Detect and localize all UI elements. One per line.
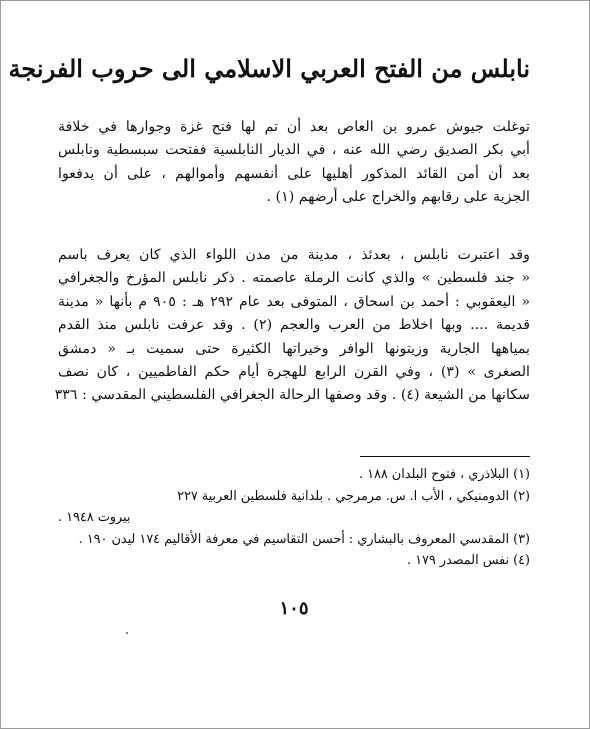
footnote-continuation: بيروت ١٩٤٨ . bbox=[58, 510, 131, 525]
paragraph-line: « اليعقوبي : أحمد بن اسحاق ، المتوفى بعد عام ٢٩٢ هـ : ٩٠٥ م بأنها « مدينة bbox=[58, 293, 530, 310]
footnote: (٣) المقدسي المعروف بالبشاري : أحسن التقاسيم في معرفة الأقاليم ١٧٤ ليدن ١٩٠ . bbox=[78, 531, 530, 547]
footnote: (٢) الدومنيكي ، الأب ا. س. مرمرجي . بلدانية فلسطين العربية ٢٢٧ bbox=[177, 488, 530, 504]
paragraph-line: الصغرى » (٣) ، وفي القرن الرابع للهجرة أيام حكم الفاطميين ، كان نصف bbox=[58, 364, 530, 381]
paragraph-line: « جند فلسطين » والذي كانت الرملة عاصمته . ذكر نابلس المؤرخ والجغرافي bbox=[58, 270, 530, 287]
paragraph-line: وقد اعتبرت نابلس ، بعدئذ ، مدينة من مدن اللواء الذي كان يعرف باسم bbox=[58, 247, 530, 263]
footnote: (١) البلاذري ، فتوح البلدان ١٨٨ . bbox=[358, 467, 530, 482]
paragraph-line: بعد أن أمن القائد المذكور أهليها على أنفسهم وأموالهم ، على أن يدفعوا bbox=[58, 165, 530, 182]
footnote-separator bbox=[360, 456, 530, 457]
paragraph-line: بمياهها الجارية وزيتونها الوافر وخيراتها الكثيرة حتى سميت بـ « دمشق bbox=[58, 340, 530, 357]
chapter-title: نابلس من الفتح العربي الاسلامي الى حروب الفرنجة bbox=[8, 54, 530, 83]
paragraph-line: قديمة .... وبها اخلاط من العرب والعجم (٢) . وقد عرفت نابلس منذ القدم bbox=[58, 317, 530, 334]
book-page bbox=[8, 40, 530, 680]
paragraph-line: توغلت جيوش عمرو بن العاص بعد أن تم لها فتح غزة وجوارها في خلافة bbox=[58, 119, 530, 135]
footnotes bbox=[58, 464, 530, 572]
paragraph-line: أبي بكر الصديق رضي الله عنه ، في الديار النابلسية ففتحت سبسطية ونابلس bbox=[58, 142, 530, 159]
footnote: (٤) نفس المصدر ١٧٩ . bbox=[406, 553, 530, 568]
paragraph-2 bbox=[54, 244, 530, 408]
paragraph-line: الجزية على رقابهم والخراج على أرضهم (١) . bbox=[266, 189, 530, 206]
scan-speck bbox=[126, 632, 128, 634]
paragraph-line: سكانها من الشيعة (٤) . وقد وصفها الرحالة الجغرافي الفلسطيني المقدسي : ٣٣٦ bbox=[54, 387, 530, 404]
paragraph-1 bbox=[58, 116, 530, 210]
page-number: ١٠٥ bbox=[279, 598, 309, 619]
